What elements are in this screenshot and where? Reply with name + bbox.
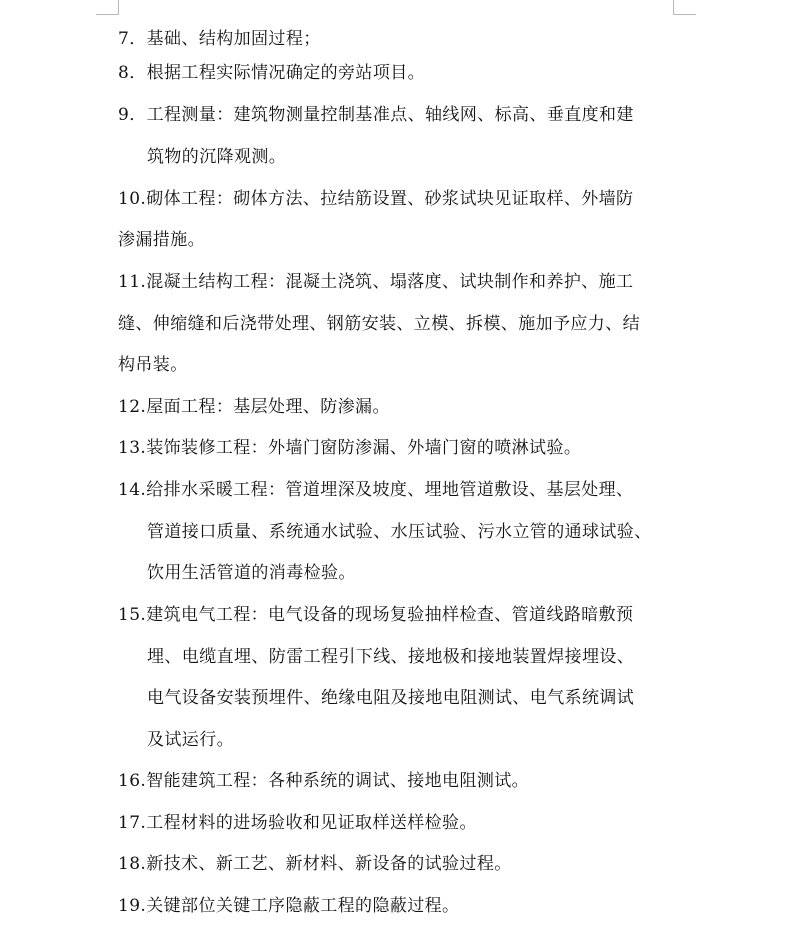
list-item-continuation: 筑物的沉降观测。 bbox=[147, 147, 287, 167]
list-item: 13.装饰装修工程：外墙门窗防渗漏、外墙门窗的喷淋试验。 bbox=[118, 438, 582, 458]
list-item-continuation: 电气设备安装预埋件、绝缘电阻及接地电阻测试、电气系统调试 bbox=[147, 688, 635, 708]
list-item: 9．工程测量：建筑物测量控制基准点、轴线网、标高、垂直度和建 bbox=[118, 105, 634, 125]
page-corner-mark-right bbox=[673, 0, 696, 15]
list-item-continuation: 缝、伸缩缝和后浇带处理、钢筋安装、立模、拆模、施加予应力、结 bbox=[118, 314, 640, 334]
list-item: 15.建筑电气工程：电气设备的现场复验抽样检查、管道线路暗敷预 bbox=[118, 605, 634, 625]
list-item: 8．根据工程实际情况确定的旁站项目。 bbox=[118, 63, 426, 83]
list-item: 14.给排水采暖工程：管道埋深及坡度、埋地管道敷设、基层处理、 bbox=[118, 480, 634, 500]
list-item: 16.智能建筑工程：各种系统的调试、接地电阻测试。 bbox=[118, 771, 530, 791]
list-item: 17.工程材料的进场验收和见证取样送样检验。 bbox=[118, 813, 477, 833]
list-item: 11.混凝土结构工程：混凝土浇筑、塌落度、试块制作和养护、施工 bbox=[118, 272, 634, 292]
list-item-continuation: 管道接口质量、系统通水试验、水压试验、污水立管的通球试验、 bbox=[147, 522, 652, 542]
list-item-continuation: 饮用生活管道的消毒检验。 bbox=[147, 563, 356, 583]
list-item: 19.关键部位关键工序隐蔽工程的隐蔽过程。 bbox=[118, 896, 460, 916]
list-item-continuation: 及试运行。 bbox=[147, 730, 234, 750]
list-item-continuation: 埋、电缆直埋、防雷工程引下线、接地极和接地装置焊接埋设、 bbox=[147, 647, 635, 667]
page-corner-mark-left bbox=[96, 0, 119, 15]
list-item-continuation: 渗漏措施。 bbox=[118, 230, 205, 250]
list-item: 18.新技术、新工艺、新材料、新设备的试验过程。 bbox=[118, 854, 512, 874]
list-item: 12.屋面工程：基层处理、防渗漏。 bbox=[118, 397, 390, 417]
list-item-continuation: 构吊装。 bbox=[118, 355, 188, 375]
list-item: 7．基础、结构加固过程； bbox=[118, 29, 321, 49]
list-item: 10.砌体工程：砌体方法、拉结筋设置、砂浆试块见证取样、外墙防 bbox=[118, 189, 634, 209]
